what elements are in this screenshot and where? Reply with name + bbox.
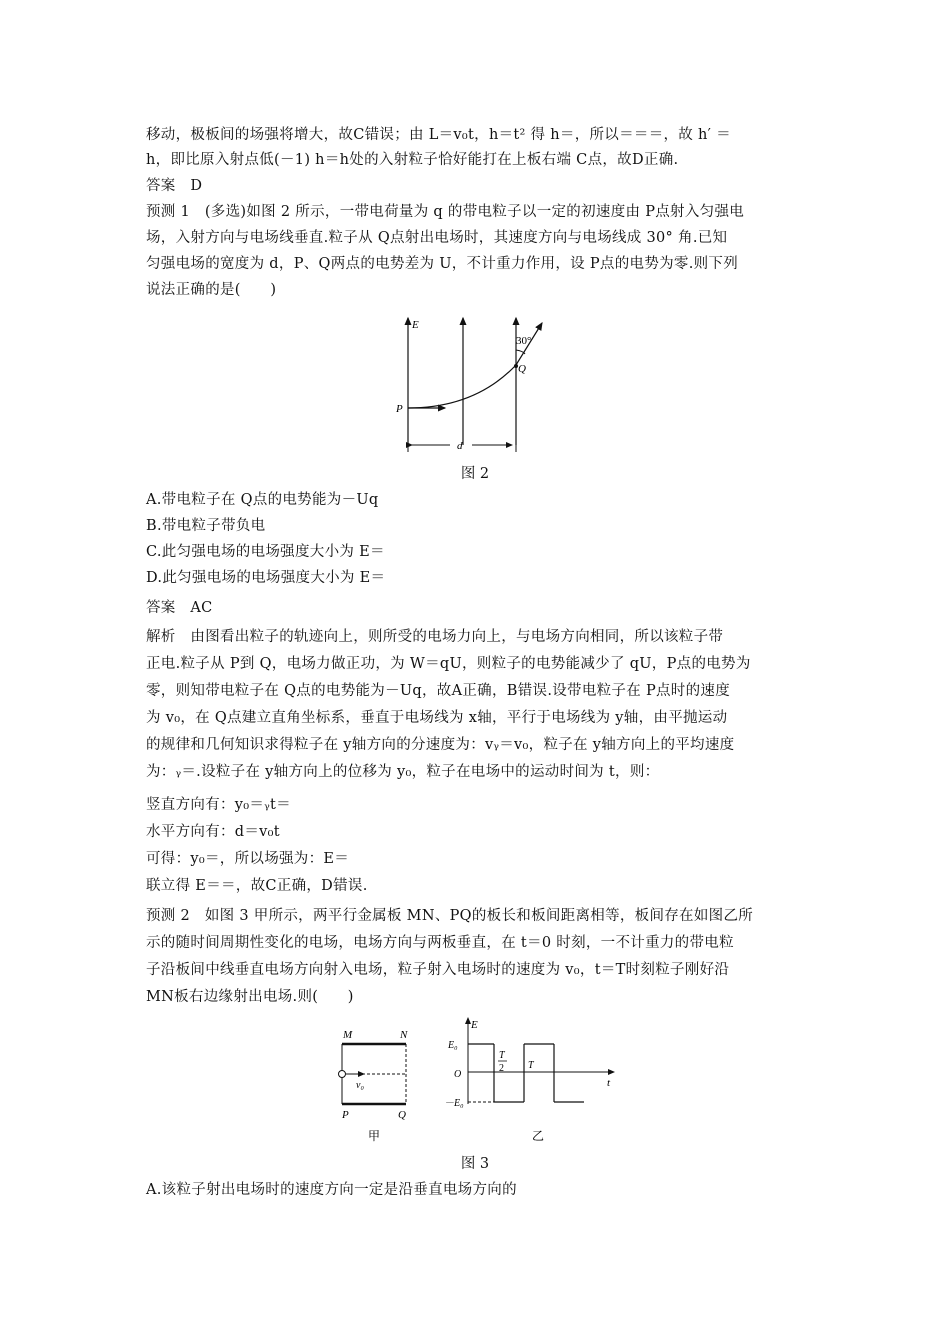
answer-1: 答案 AC	[146, 600, 213, 616]
option-2-A: A.该粒子射出电场时的速度方向一定是沿垂直电场方向的	[146, 1182, 517, 1198]
prediction1-line-4: 说法正确的是( )	[146, 282, 277, 298]
body-line-1: 移动，极板间的场强将增大，故C错误；由 L＝v₀t，h＝t² 得 h＝，所以＝＝＝，故 h′ ＝	[146, 127, 731, 143]
analysis-line-3: 零，则知带电粒子在 Q点的电势能为－Uq，故A正确，B错误.设带电粒子在 P点时的速度	[146, 683, 730, 699]
label-M: M	[343, 1029, 353, 1041]
option-1-A: A.带电粒子在 Q点的电势能为－Uq	[146, 492, 379, 508]
label-T-half-num: T	[499, 1050, 505, 1061]
label-negE0: －E₀	[444, 1098, 464, 1109]
figure-3-plates	[330, 1026, 430, 1146]
label-v0: v₀	[356, 1080, 364, 1091]
figure-3-graph	[444, 1014, 624, 1146]
label-E0: E₀	[448, 1040, 458, 1051]
label-T: T	[528, 1060, 534, 1071]
figure-2-caption: 图 2	[460, 466, 490, 482]
option-1-B: B.带电粒子带负电	[146, 518, 266, 534]
label-Q: Q	[518, 363, 526, 375]
analysis-line-1: 解析 由图看出粒子的轨迹向上，则所受的电场力向上，与电场方向相同，所以该粒子带	[146, 629, 724, 645]
label-jia: 甲	[368, 1129, 381, 1143]
label-P2: P	[342, 1109, 349, 1121]
body-line-2: h，即比原入射点低(－1) h＝h处的入射粒子恰好能打在上板右端 C点，故D正确.	[146, 152, 679, 168]
analysis-derived: 可得：y₀＝，所以场强为：E＝	[146, 851, 350, 867]
analysis-line-5: 的规律和几何知识求得粒子在 y轴方向的分速度为：vᵧ＝v₀，粒子在 y轴方向上的平均速度	[146, 737, 735, 753]
label-N: N	[400, 1029, 408, 1041]
analysis-horizontal: 水平方向有：d＝v₀t	[146, 824, 280, 840]
prediction1-line-2: 场，入射方向与电场线垂直.粒子从 Q点射出电场时，其速度方向与电场线成 30° 角.已知	[146, 230, 728, 246]
label-E: E	[412, 319, 419, 331]
label-O: O	[454, 1069, 462, 1080]
analysis-line-6: 为：ᵧ＝.设粒子在 y轴方向上的位移为 y₀，粒子在电场中的运动时间为 t，则：	[146, 764, 660, 780]
prediction2-line-1: 预测 2 如图 3 甲所示，两平行金属板 MN、PQ的板长和板间距离相等，板间存在如图乙所	[146, 908, 754, 924]
label-Q2: Q	[398, 1109, 406, 1121]
prediction1-line-1: 预测 1 (多选)如图 2 所示，一带电荷量为 q 的带电粒子以一定的初速度由 P点射入匀强电	[146, 204, 745, 220]
prediction2-line-2: 示的随时间周期性变化的电场，电场方向与两板垂直，在 t＝0 时刻，一不计重力的带电粒	[146, 935, 734, 951]
particle	[339, 1071, 346, 1078]
analysis-line-2: 正电.粒子从 P到 Q，电场力做正功，为 W＝qU，则粒子的电势能减少了 qU，P点的电势为	[146, 656, 751, 672]
option-1-D: D.此匀强电场的电场强度大小为 E＝	[146, 570, 386, 586]
answer-previous: 答案 D	[146, 178, 203, 194]
analysis-vertical: 竖直方向有：y₀＝ᵧt＝	[146, 797, 291, 813]
option-1-C: C.此匀强电场的电场强度大小为 E＝	[146, 544, 385, 560]
label-d: d	[457, 440, 463, 452]
prediction2-line-4: MN板右边缘射出电场.则( )	[146, 989, 354, 1005]
analysis-combined: 联立得 E＝＝，故C正确，D错误.	[146, 878, 368, 894]
analysis-line-4: 为 v₀，在 Q点建立直角坐标系，垂直于电场线为 x轴，平行于电场线为 y轴，由平抛运动	[146, 710, 728, 726]
label-30deg: 30°	[516, 335, 532, 347]
figure-2-diagram	[390, 310, 560, 460]
label-yi: 乙	[532, 1129, 545, 1143]
label-t: t	[607, 1077, 611, 1089]
label-E-axis: E	[471, 1019, 478, 1031]
label-P: P	[396, 403, 403, 415]
figure-3-caption: 图 3	[460, 1156, 490, 1172]
prediction1-line-3: 匀强电场的宽度为 d，P、Q两点的电势差为 U，不计重力作用，设 P点的电势为零.则下列	[146, 256, 739, 272]
label-T-half-den: 2	[499, 1063, 504, 1074]
prediction2-line-3: 子沿板间中线垂直电场方向射入电场，粒子射入电场时的速度为 v₀，t＝T时刻粒子刚好沿	[146, 962, 730, 978]
